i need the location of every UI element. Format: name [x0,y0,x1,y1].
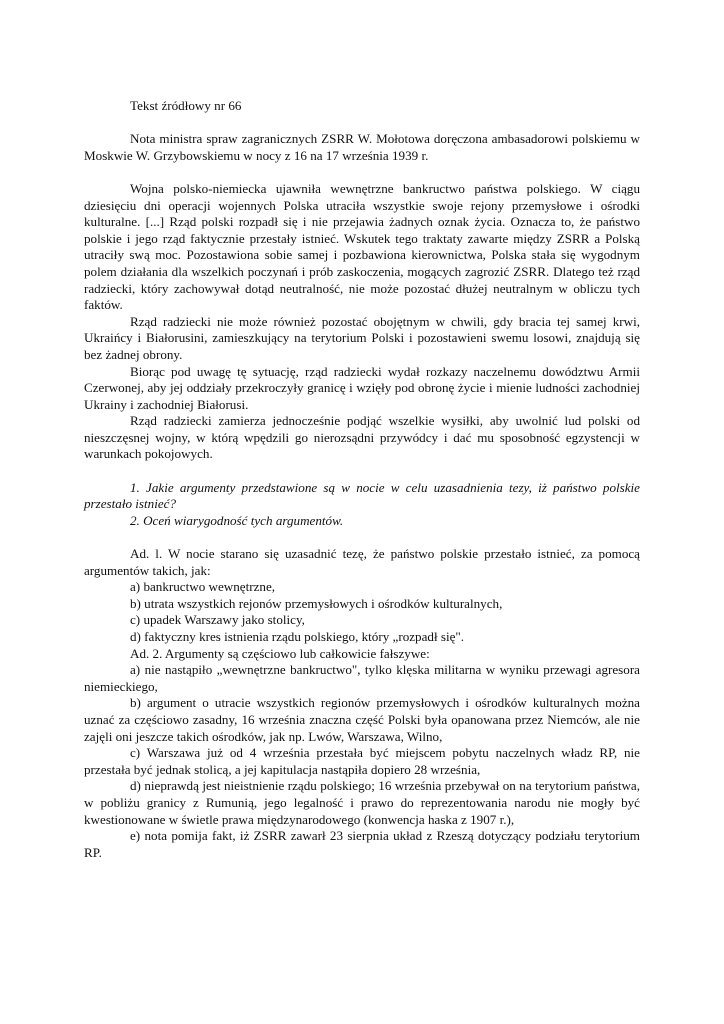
document-page [84,98,640,861]
note-paragraph: Rząd radziecki zamierza jednocześnie podjąć wszelkie wysiłki, aby uwolnić lud polski od nieszczęsnej wojny, w którą wpędzili go nierozsądni przywódcy i dać mu sposobność egzystencji w warunkach pokojowych. [84,413,640,462]
answer-2-item: c) Warszawa już od 4 września przestała być miejscem pobytu naczelnych władz RP, nie przestała być jednak stolicą, a jej kapitulacja nastąpiła dopiero 28 września, [84,745,640,777]
answer-2-item: b) argument o utracie wszystkich regionów przemysłowych i ośrodków kulturalnych można uznać za częściowo zasadny, 16 września znaczna część Polski była opanowana przez Niemców, ale nie zajęli oni jeszcze takich ośrodków, jak np. Lwów, Warszawa, Wilno, [84,695,640,744]
answer-2-item: e) nota pomija fakt, iż ZSRR zawarł 23 sierpnia układ z Rzeszą dotyczący podziału terytorium RP. [84,828,640,860]
note-heading: Nota ministra spraw zagranicznych ZSRR W. Mołotowa doręczona ambasadorowi polskiemu w Moskwie W. Grzybowskiemu w nocy z 16 na 17 września 1939 r. [84,131,640,163]
question-1: 1. Jakie argumenty przedstawione są w nocie w celu uzasadnienia tezy, iż państwo polskie przestało istnieć? [84,479,640,512]
note-paragraph: Rząd radziecki nie może również pozostać obojętnym w chwili, gdy bracia tej samej krwi, Ukraińcy i Białorusini, zamieszkujący na terytorium Polski i pozostawieni swemu losowi, znajdują się bez żadnej obrony. [84,313,640,362]
answer-1-item: a) bankructwo wewnętrzne, [130,579,276,595]
note-paragraph: Wojna polsko-niemiecka ujawniła wewnętrzne bankructwo państwa polskiego. W ciągu dziesięciu dni operacji wojennych Polska utraciła wszystkie swoje rejony przemysłowe i ośrodki kulturalne. [...] Rząd polski rozpadł się i nie przejawia żadnych oznak życia. Oznacza to, że państwo polskie i jego rząd faktycznie przestały istnieć. Wskutek tego traktaty zawarte między ZSRR a Polską utraciły swą moc. Pozostawiona sobie samej i pozbawiona kierownictwa, Polska stała się wygodnym polem działania dla wszelkich poczynań i prób zaskoczenia, mogących zagrozić ZSRR. Dlatego też rząd radziecki, który zachowywał dotąd neutralność, nie może pozostać dłużej neutralnym w obliczu tych faktów. [84,180,640,313]
note-paragraph: Biorąc pod uwagę tę sytuację, rząd radziecki wydał rozkazy naczelnemu dowództwu Armii Czerwonej, aby jej oddziały przekroczyły granicę i wzięły pod obronę życie i mienie ludności zachodniej Ukrainy i zachodniej Białorusi. [84,363,640,412]
answer-2-intro: Ad. 2. Argumenty są częściowo lub całkowicie fałszywe: [130,645,430,661]
document-title: Tekst źródłowy nr 66 [130,98,242,113]
answer-2-item: d) nieprawdą jest nieistnienie rządu polskiego; 16 września przebywał on na terytorium państwa, w pobliżu granicy z Rumunią, jego legalność i prawo do reprezentowania narodu nie mogły być kwestionowane w świetle prawa międzynarodowego (konwencja haska z 1907 r.), [84,778,640,827]
answer-1-item: c) upadek Warszawy jako stolicy, [130,612,305,628]
answer-1-item: b) utrata wszystkich rejonów przemysłowych i ośrodków kulturalnych, [130,595,503,611]
answer-1-item: d) faktyczny kres istnienia rządu polskiego, który „rozpadł się". [130,629,465,644]
question-2: 2. Oceń wiarygodność tych argumentów. [130,512,344,528]
answer-1-intro: Ad. l. W nocie starano się uzasadnić tezę, że państwo polskie przestało istnieć, za pomocą argumentów takich, jak: [84,546,640,578]
answer-2-item: a) nie nastąpiło „wewnętrzne bankructwo", tylko klęska militarna w wyniku przewagi agresora niemieckiego, [84,662,640,694]
